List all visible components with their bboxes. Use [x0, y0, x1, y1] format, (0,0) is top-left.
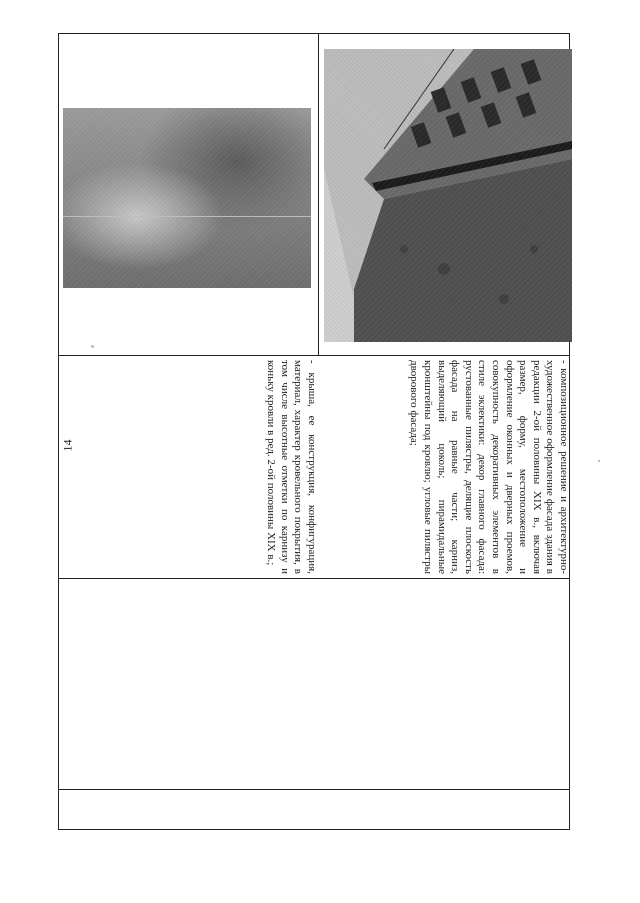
roof-description-text: - крыша, ее конструкция, конфигурация, материал, характер кровельного покрытия, в том числе высотные отметки по карнизу и коньку кровли в ред. 2-ой половины XIX в.; — [265, 360, 318, 574]
photo-roof — [63, 108, 311, 288]
page-number: 14 — [60, 439, 75, 452]
photo-grain — [63, 108, 311, 288]
facade-description-text: - композиционное решение и архитектурно-художественное оформление фасада здания в редакции 2-ой половины XIX в., включая размер, форму, местоположение и оформление оконных и дверных проемов, совокупность декоративных элементов в стиле эклектики: декор главного фасада: рустованные пилястры, делящие плоскость фасада на равные части; карниз, выделяющий цоколь; пирамидальные кронштейны под кровлю; угловые пилястры дворового фасада; — [408, 360, 570, 574]
scan-mark — [91, 345, 94, 348]
photo-facade — [324, 49, 572, 342]
photo-grain — [324, 49, 572, 342]
table-cell-roof-description — [60, 358, 318, 576]
table-column-divider — [318, 33, 319, 355]
scan-mark — [598, 460, 600, 462]
table-row-divider — [58, 789, 570, 790]
table-cell-facade-description — [320, 358, 570, 576]
table-row-divider — [58, 578, 570, 579]
table-row-divider — [58, 355, 570, 356]
